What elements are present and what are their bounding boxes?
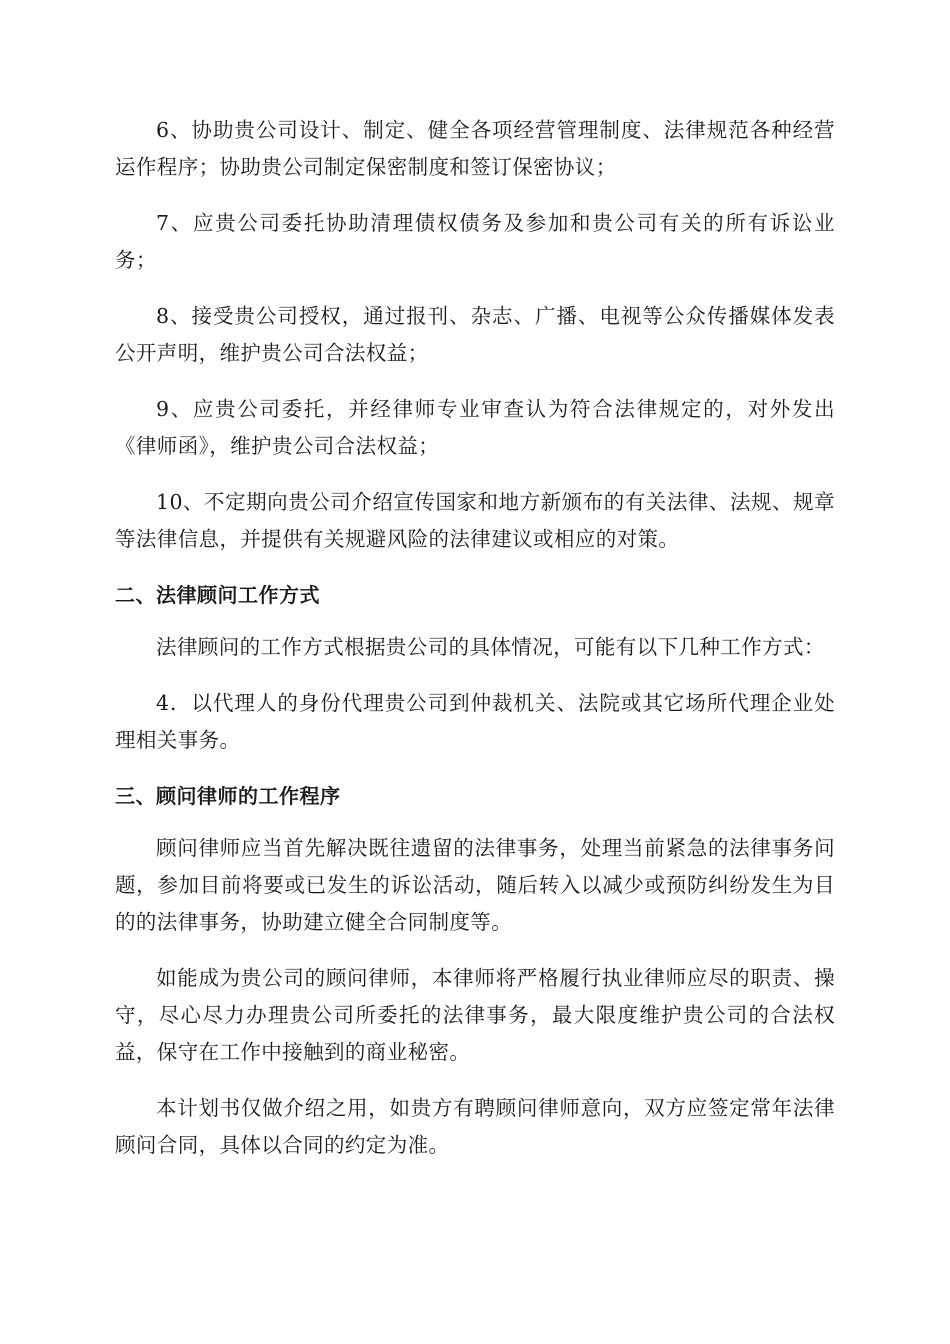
- section-heading-work-procedure: 三、顾问律师的工作程序: [115, 784, 341, 808]
- paragraph-work-method-4: 4．以代理人的身份代理贵公司到仲裁机关、法院或其它场所代理企业处理相关事务。: [115, 691, 835, 752]
- document-body: [115, 112, 835, 1183]
- paragraph-item-8: 8、接受贵公司授权，通过报刊、杂志、广播、电视等公众传播媒体发表公开声明，维护贵公司合法权益；: [115, 304, 835, 365]
- paragraph-procedure-1: 顾问律师应当首先解决既往遗留的法律事务，处理当前紧急的法律事务问题，参加目前将要或已发生的诉讼活动，随后转入以减少或预防纠纷发生为目的的法律事务，协助建立健全合同制度等。: [115, 836, 835, 934]
- paragraph-work-methods-intro: 法律顾问的工作方式根据贵公司的具体情况，可能有以下几种工作方式：: [156, 635, 825, 659]
- paragraph-procedure-2: 如能成为贵公司的顾问律师，本律师将严格履行执业律师应尽的职责、操守，尽心尽力办理贵公司所委托的法律事务，最大限度维护贵公司的合法权益，保守在工作中接触到的商业秘密。: [115, 966, 835, 1064]
- paragraph-item-10: 10、不定期向贵公司介绍宣传国家和地方新颁布的有关法律、法规、规章等法律信息，并提供有关规避风险的法律建议或相应的对策。: [115, 490, 835, 551]
- paragraph-procedure-3: 本计划书仅做介绍之用，如贵方有聘顾问律师意向，双方应签定常年法律顾问合同，具体以合同的约定为准。: [115, 1096, 835, 1157]
- section-heading-work-methods: 二、法律顾问工作方式: [115, 583, 320, 607]
- paragraph-item-6: 6、协助贵公司设计、制定、健全各项经营管理制度、法律规范各种经营运作程序；协助贵公司制定保密制度和签订保密协议；: [115, 118, 835, 179]
- paragraph-item-9: 9、应贵公司委托，并经律师专业审查认为符合法律规定的，对外发出《律师函》，维护贵公司合法权益；: [115, 397, 835, 458]
- paragraph-item-7: 7、应贵公司委托协助清理债权债务及参加和贵公司有关的所有诉讼业务；: [115, 211, 835, 272]
